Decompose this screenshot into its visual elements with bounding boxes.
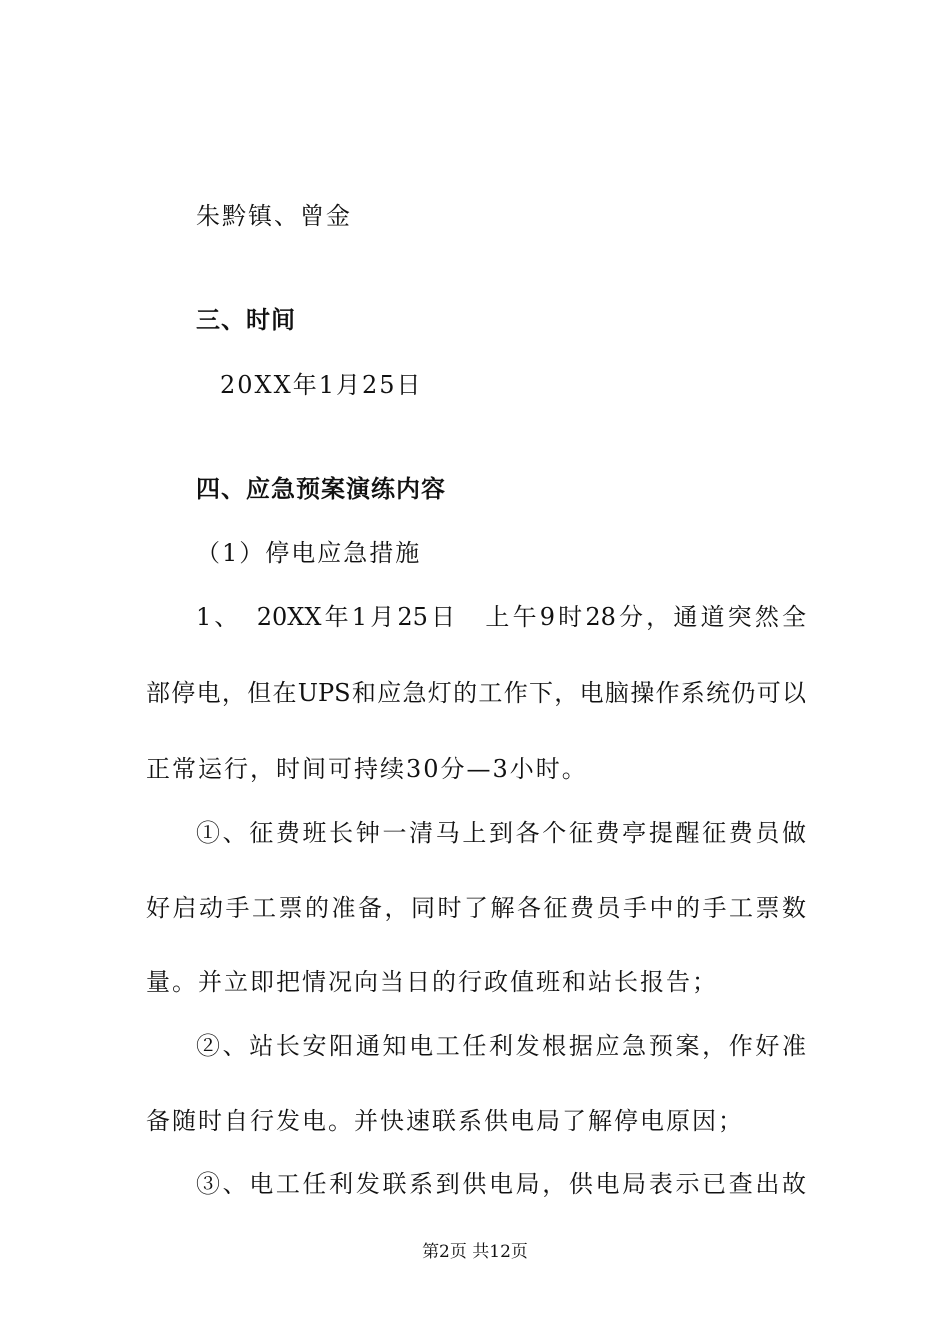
paragraph-line: 部停电，但在UPS和应急灯的工作下，电脑操作系统仍可以 — [146, 679, 806, 707]
paragraph-line: ③、电工任利发联系到供电局，供电局表示已查出故 — [196, 1170, 806, 1198]
paragraph-line: 正常运行，时间可持续30分—3小时。 — [146, 755, 588, 783]
drill-date: 20XX年1月25日 — [220, 371, 423, 399]
paragraph-line: ①、征费班长钟一清马上到各个征费亭提醒征费员做 — [196, 819, 806, 847]
attendee-names: 朱黔镇、曾金 — [196, 202, 352, 230]
paragraph-line: 量。并立即把情况向当日的行政值班和站长报告； — [146, 968, 718, 996]
paragraph-line: 1、 20XX年1月25日 上午9时28分，通道突然全 — [196, 603, 806, 631]
paragraph-line: ②、站长安阳通知电工任利发根据应急预案，作好准 — [196, 1032, 806, 1060]
section-heading-content: 四、应急预案演练内容 — [196, 475, 446, 503]
page-number-footer: 第2页 共12页 — [422, 1242, 528, 1262]
paragraph-line: 好启动手工票的准备，同时了解各征费员手中的手工票数 — [146, 894, 806, 922]
section-heading-time: 三、时间 — [196, 306, 296, 334]
paragraph-line: 备随时自行发电。并快速联系供电局了解停电原因； — [146, 1107, 744, 1135]
subsection-heading-power-outage: （1）停电应急措施 — [196, 539, 422, 567]
